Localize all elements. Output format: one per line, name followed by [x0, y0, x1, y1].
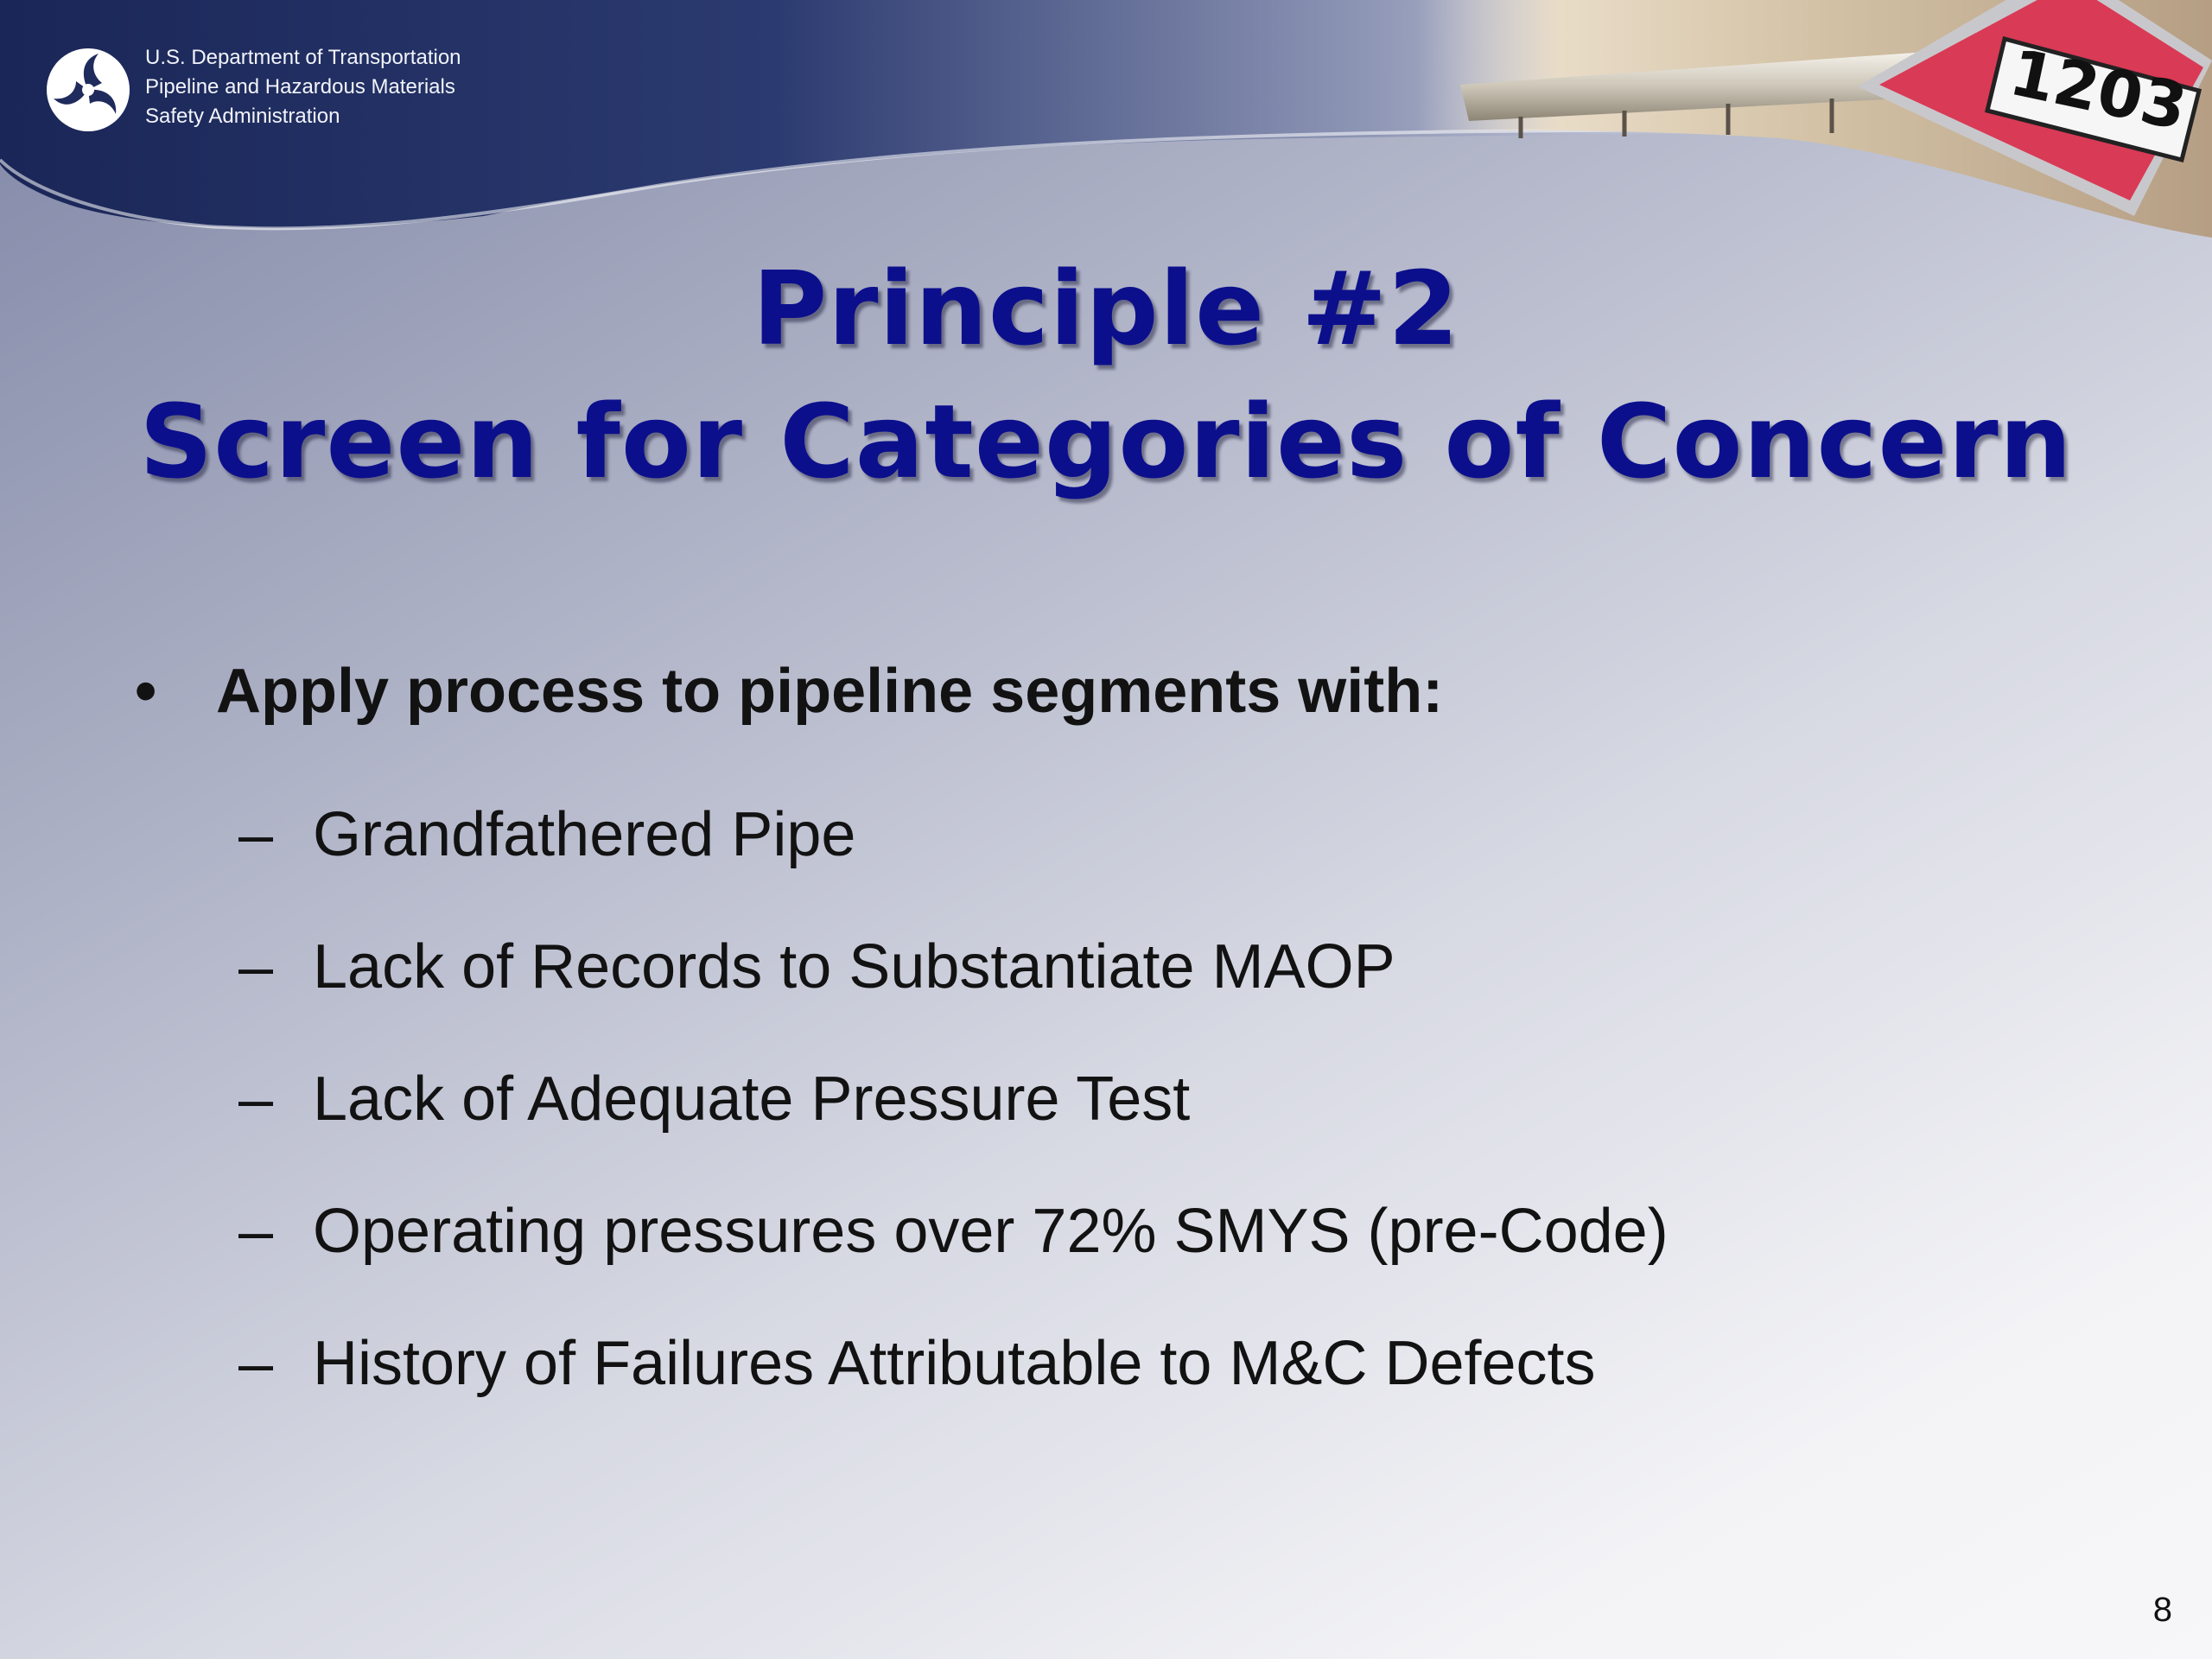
main-bullet-text: Apply process to pipeline segments with: [216, 657, 1444, 726]
bullet-dot-icon: • [135, 657, 157, 726]
list-item [130, 1298, 2031, 1430]
sub-bullet-list [130, 769, 2031, 1430]
slide-body [130, 639, 2031, 1430]
main-bullet [130, 639, 2031, 743]
sub-bullet-text: Lack of Adequate Pressure Test [313, 1065, 1191, 1134]
agency-line-2: Pipeline and Hazardous Materials [145, 75, 455, 99]
title-line-2: Screen for Categories of Concern [139, 382, 2073, 501]
page-number: 8 [2152, 1591, 2172, 1629]
dash-icon: – [238, 1065, 274, 1134]
agency-line-1: U.S. Department of Transportation [145, 46, 461, 69]
list-item [130, 769, 2031, 901]
placard-number: 1203 [2003, 35, 2194, 145]
agency-line-3: Safety Administration [145, 105, 340, 128]
sub-bullet-text: Grandfathered Pipe [313, 800, 856, 869]
slide-title [0, 242, 2212, 508]
sub-bullet-text: History of Failures Attributable to M&C Defects [313, 1329, 1596, 1398]
list-item [130, 1166, 2031, 1298]
title-line-1: Principle #2 [752, 249, 1460, 368]
list-item [130, 901, 2031, 1033]
sub-bullet-text: Operating pressures over 72% SMYS (pre-Code) [313, 1197, 1669, 1266]
dash-icon: – [238, 800, 274, 869]
sub-bullet-text: Lack of Records to Substantiate MAOP [313, 932, 1395, 1001]
dash-icon: – [238, 932, 274, 1001]
dash-icon: – [238, 1197, 274, 1266]
usdot-triskelion-logo-icon [45, 47, 131, 133]
agency-name [145, 43, 461, 131]
agency-branding [45, 40, 529, 143]
list-item [130, 1033, 2031, 1166]
dash-icon: – [238, 1329, 274, 1398]
